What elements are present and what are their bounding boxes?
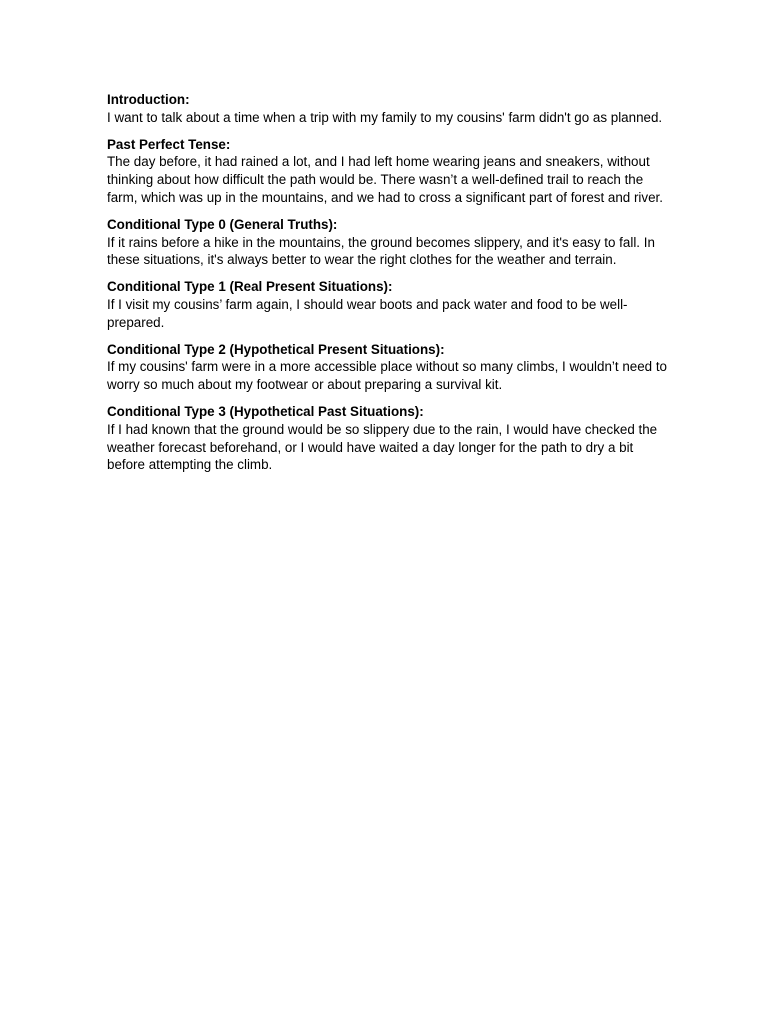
- section-body: I want to talk about a time when a trip with my family to my cousins' farm didn't go as planned.: [107, 109, 663, 125]
- section-past-perfect-tense: [107, 136, 667, 207]
- section-conditional-type-3: [107, 403, 667, 474]
- section-body: If I visit my cousins’ farm again, I should wear boots and pack water and food to be well-prepared.: [107, 296, 628, 330]
- section-body: If my cousins' farm were in a more accessible place without so many climbs, I wouldn’t need to worry so much about my footwear or about preparing a survival kit.: [107, 359, 667, 393]
- section-conditional-type-2: [107, 341, 667, 394]
- section-body: If it rains before a hike in the mountains, the ground becomes slippery, and it's easy to fall. In these situations, it's always better to wear the right clothes for the weather and terrain.: [107, 234, 655, 268]
- section-heading: Conditional Type 0 (General Truths):: [107, 216, 338, 232]
- section-heading: Conditional Type 1 (Real Present Situations):: [107, 279, 393, 295]
- section-heading: Introduction:: [107, 92, 190, 107]
- section-body: The day before, it had rained a lot, and I had left home wearing jeans and sneakers, without thinking about how difficult the path would be. There wasn’t a well-defined trail to reach the farm, which was up in the mountains, and we had to cross a significant part of forest and river.: [107, 154, 663, 205]
- section-conditional-type-1: [107, 278, 667, 331]
- section-introduction: [107, 91, 667, 127]
- section-heading: Conditional Type 2 (Hypothetical Present Situations):: [107, 341, 445, 357]
- document-page: [107, 91, 667, 483]
- section-heading: Past Perfect Tense:: [107, 136, 231, 152]
- section-conditional-type-0: [107, 216, 667, 269]
- section-heading: Conditional Type 3 (Hypothetical Past Situations):: [107, 403, 424, 419]
- section-body: If I had known that the ground would be so slippery due to the rain, I would have checked the weather forecast beforehand, or I would have waited a day longer for the path to dry a bit before attempting the climb.: [107, 421, 658, 473]
